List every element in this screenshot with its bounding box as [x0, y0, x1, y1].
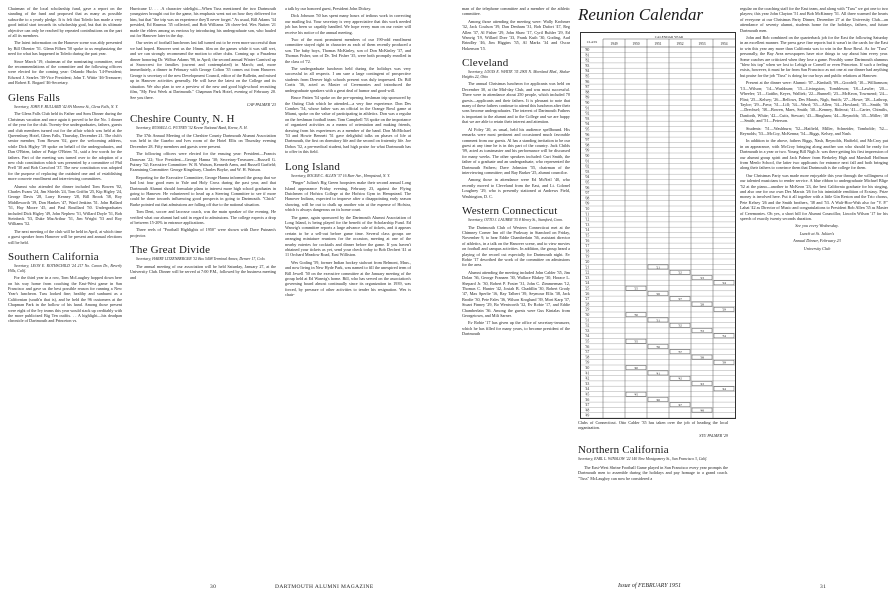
class-label: '29 [585, 307, 590, 312]
paragraph: Three reels of "Football Highlights of 1950" were shown with Dave Putnam's projector. [130, 227, 276, 238]
class-label: '88 [585, 90, 590, 95]
paragraph: Alumni attending the meeting included John Calder '35, Jim Dolan '36, George Franzen '30, Wallace Blakey '30, Horace L. Shepard Jr. '30, Robert P. Foster '31, John C. Zimmerman '12, Thomas C. Hunter '42, Josiah B. Chaddlin '30, Robert Grody '47, Max Sperlie '16, Ray Talbert '39, Seymour Ellis '38, Jack Brodie '30, Pete Fales '36, Wilson Kroglund '39, Mort Karp '37, Stuart Finney '29, Bo Wentworth '32, Ev Robie '17, and Eddie Chamberlain '36. Among the guests were Gus Kinialas from Georgetown, and Milt Sarner. [462, 269, 570, 319]
class-label: '90 [585, 101, 590, 105]
class-label: '28 [585, 302, 590, 307]
class-label: '47 [585, 403, 590, 408]
class-label: '95 [585, 127, 590, 132]
class-label: '26 [585, 291, 590, 296]
class-label: '20 [585, 260, 590, 264]
right-column-1 [462, 6, 570, 339]
club-secretary: Secretary, RUSSELL G. PUTNEY '32 Keene National Bank, Keene, N. H. [136, 126, 248, 131]
reunion-mark-label: '35 [633, 339, 639, 344]
year-header: 1952 [676, 42, 684, 46]
reunion-mark-label: '32 [677, 323, 683, 328]
paragraph: Among those in attendance were Ed McNeil '40, who recently moved to Cleveland from the East, and Lt. Colonel Loughrey '29, who is presently stationed at Andrews Field, Washington, D. C. [462, 177, 570, 199]
year-header: 1954 [720, 42, 728, 46]
class-label: '44 [585, 387, 590, 392]
reunion-mark-label: '46 [655, 397, 661, 402]
calendar-title: Reunion Calendar [578, 5, 704, 24]
paragraph: Hurricane U. . . .A character sidelight—When Tuss mentioned the two Dartmouth youngsters brought out for the game, his emphasis went not on how they delivered for him, but that "the trip was an experience they'll never forget." As usual, Bill Adams '34 presided, Ed Rasmus '35 collected, and Bob Williams '26 cheer-led. Wes Nutten '21 made the elders among us envious by introducing his undergraduate son, who hauled out for Hanover later in the day. [130, 6, 276, 39]
class-label: '22 [585, 270, 590, 275]
paragraph: Two of the most prominent members of our 190-odd enrollment committee stayed right in character as each of them recently produced a son. The baby boys, Thomas McKinley, son of Don McKinley '37, and Thomas Fisher, son of Dr. Ted Fisher '35, were both promptly enrolled in the class of '72. [285, 37, 411, 64]
paragraph: Dick Johnson '50 has spent many hours of tedious work in correcting our mailing list. Your secretary is very appreciative that this work needed job has been so capably handled. We hope every man on our roster will receive his notice of the annual meeting. [285, 13, 411, 35]
class-label: '17 [585, 244, 590, 249]
class-label: '21 [585, 265, 590, 270]
calendar-grid [581, 33, 735, 418]
reunion-mark-label: '23 [699, 275, 705, 280]
left-column-3 [285, 6, 411, 300]
club-secretary: Secretary, JOHN F. BULLARD '42 8A Monroe St., Glens Falls, N. Y. [14, 104, 119, 109]
club-heading: Cheshire County, N. H [130, 113, 235, 126]
reunion-mark-label: '22 [677, 270, 683, 275]
running-footer: DARTMOUTH ALUMNI MAGAZINE [275, 584, 374, 590]
paragraph: Chairman of the local scholarship fund, gave a report on the standing of the fund and proposed that as many as possible subscribe to a yearly pledge. It is felt that Toledo has made a very good initial start towards its scholarship goal, but that its ultimate objective can only be reached by repeated contributions on the part of all its members. [8, 6, 122, 39]
paragraph: The next meeting of the club will be held in April, at which time a guest speaker from Hanover will be present and annual elections will be held. [8, 228, 122, 245]
class-label: '99 [585, 148, 590, 153]
class-label: '39 [585, 360, 590, 365]
paragraph: man of the telephone committee and a member of the athletic committee. [462, 6, 570, 17]
paragraph: Ev Robie '17 has given up the office of secretary-treasurer, which he has filled for many years, to become president of the Dartmouth [462, 320, 570, 337]
paragraph: "Pinger" Julian's Big Green hoopsters make their second annual Long Island appearance Friday evening, February 23, against the Flying Dutchmen of Hofstra College at the Hofstra Gym in Hempstead. The Hanover Indians, expected to improve after a disappointing early season showing, will be out to chalk up another win at the expense of Hofstra, which is always dangerous on its home court. [285, 180, 411, 213]
club-secretary: Secretary, HARRY LITZENBERGER '32 Box 5408 Terminal Annex, Denver 17, Colo. [136, 257, 266, 262]
footer-note: Annual Dinner, February 23 [793, 238, 841, 244]
reunion-mark-label: '42 [677, 376, 683, 381]
paragraph: Al Foley '20, as usual, held his audience spellbound. His remarks were most pertinent and occasioned much favorable comment from our guests. Al has a standing invitation to be our guest at any time he is in this part of the country. Jack Childs '09, acted as toastmaster and his performance will be discussed for many weeks. The other speakers included: Curt Smith, the father of a graduate and an undergraduate, who represented the Dartmouth Fathers; Dave Johnston '55, chairman of the interviewing committee; and Ray Barker '25, alumni councilor. [462, 126, 570, 175]
paragraph: Present at the dinner were: Alumni: '07—Kimball; '09—Goodell; '10—Williamson; '13—Wilson; '14—Washburn; '15—Livingston, Tombleson; '18—Lawler; '20—Wheeler; '21—Gattlin, Keyes, Walliek; '22—Bunnell; '23—McKeon, Townsend; '24—Flint; '25—Kelsey; '26—Bellows, Des Marais, Nigh, Smith; '27—Howe; '28—Lathrop, Taylor; '29—Fava; '31—Lill; '34—Ward; '35—Allen; '34—Howland; '35—Smith; '36—Drechsel; '38—Bowen, Maes, Smith; '40—Kenney, Rideout; '41—Carter, Chimilis, Danforth, White; '42—Cutts, Stewart; '43—Bingham; '44—Reynolds; '45—Miller; '48—Smith; and '51—Peterson. [740, 80, 888, 124]
reunion-mark-label: '31 [655, 318, 661, 323]
class-label: '33 [585, 328, 590, 333]
year-header: 1951 [654, 42, 662, 46]
club-heading: Southern California [8, 251, 99, 264]
reunion-mark-label: '21 [655, 265, 661, 270]
left-column-1 [8, 6, 122, 326]
club-heading: Western Connecticut [462, 204, 558, 217]
class-label: '25 [585, 286, 590, 291]
paragraph: Our series of football luncheons last fall turned out to be even more successful than we had hoped. Hanover sent us the 16mm. film on the games while it was still wet, and we can strongly recommend the motion to other clubs. Coming up: a Pasadena dinner honoring Dr. Wilbur Adams '98, in April; the second annual Winter Carnival up at Snowcrest for families (current and contemplated) in March; and, more immediately, a dinner in February with George Colton '35 comes out from Hanover. George is secretary of the new Development Council, editor of the Bulletin, and mixed up in Hanover activities generally. He will have the latest on the College and its situation. We also plan to see a preview of the new and good high-school recruiting film, "My First Week at Dartmouth." Chapman Park Hotel, evening of February 20. See you there. [130, 40, 276, 100]
reunion-mark-label: '43 [699, 381, 705, 386]
paragraph: The Glens Falls Club held its Father and Sons Dinner during the Christmas vacation and once again it proved to be the No. 1 dinner of the year for the club. Twenty-five undergraduates, fathers, guests and club members turned out for the affair which was held at the Queensbury Hotel, Glens Falls, Thursday, December 21. The club's senior member, Tom Bowen '02, gave the welcoming address, while Dick Higley '39 spoke on behalf of the undergraduates, and Dan O'Brien, father of Paige O'Brien '51, said a few words for the fathers. Part of the meeting was turned over to the adoption of a new club constitution which was presented by a committee of Phil Prell '30 and Bob Crawford '37. The new constitution was adopted for the purpose of replacing the outdated one and of establishing more concrete enrollment and interviewing committees. [8, 111, 122, 182]
class-label: '30 [585, 313, 590, 317]
right-column-3 [740, 6, 888, 253]
footer-note: See you every Wednesday. [795, 223, 839, 229]
paragraph: The latest information on the Hanover scene was ably presented by Bill Obenier '51. Glenn Filben '50 spoke to us emphasizing the need for what has happened in Toledo during the past year. [8, 40, 122, 57]
paragraph: For the third year in a row, Tom McLaughry hopped down here on his way home from coaching the East-West game in San Francisco and gave us the best possible reason for running a New Year's luncheon. Tuss looked fine; healthy and sunburnt as a Californian (south'n that is), and he held the 96 customers at the Chapman Park in the hollow of his hand. Among those present were eight of the Ivy teams this year would stack up creditably with the more publicized Big Ten outfits. . . A highlight—his deadpan chronicle of Dartmouth and Princeton vs. [8, 275, 122, 324]
class-label: '10 [585, 207, 590, 211]
reunion-mark-label: '27 [677, 297, 683, 302]
page-number-left: 30 [210, 584, 217, 590]
club-heading: Northern California [578, 444, 669, 457]
class-label: '38 [585, 355, 590, 360]
left-column-2 [130, 6, 276, 282]
class-label: '09 [585, 201, 590, 206]
club-secretary: Secretary, OTTO J. LAUBER '35 8 Henry St., Stamford, Conn. [468, 217, 563, 222]
class-label: '96 [585, 132, 590, 137]
class-label: '03 [585, 169, 590, 174]
class-label: '84 [585, 69, 590, 74]
class-label: '86 [585, 79, 590, 84]
class-label: '31 [585, 318, 590, 323]
paragraph: Students: '51—Washburn; '52—Hatfield, Miller, Schneider, Tombolde; '52—Reynolds; '53—McCoy, McKenna; '54—Biggs, Kelsey, and Nash. [740, 125, 888, 136]
class-label: '81 [585, 53, 590, 58]
class-label: '80 [585, 48, 590, 52]
class-label: '27 [585, 297, 590, 302]
class-label: '37 [585, 350, 590, 355]
class-label: '94 [585, 122, 590, 127]
reunion-mark-label: '39 [721, 360, 727, 365]
reunion-mark-label: '24 [721, 281, 727, 286]
paragraph: In addition to the above, fathers Biggs, Nash, Reynolds, Hatfield, and McCroy put in an appearance, with McCroy bringing along another son who should be ready for Dartmouth in a year or two. Young Bill Nigh Jr. was there getting his first impression of our alumni group spirit and Jack Palmer from Berkeley High and Marshall Hoffman from Menlo School, the latter two applicants for entrance next fall and both bringing along their fathers to convince them that Dartmouth is the college for them. [740, 138, 888, 171]
reunion-mark-label: '34 [721, 334, 727, 339]
class-label: '93 [585, 116, 590, 121]
reunion-mark-label: '29 [721, 307, 727, 312]
class-label: '15 [585, 233, 590, 238]
year-header: 1953 [698, 42, 706, 46]
class-label: '48 [585, 408, 590, 413]
class-label: '05 [585, 180, 590, 185]
paragraph: The undergraduate luncheon held during the holidays was very successful in all respects. I am sure a large contingent of prospective students from Denver high schools present was duly impressed. Dr. Bill Cortis '36, acted as Master of Ceremonies and introduced the undergraduate speakers with a great deal of humor and good-will. [285, 66, 411, 93]
club-secretary: Secretary, LEON E. ROTHSCHILD '24 217 No. Canon Dr., Beverly Hills, Calif. [8, 264, 122, 273]
reunion-mark-label: '48 [699, 408, 705, 413]
class-label: '43 [585, 381, 590, 386]
year-header: 1949 [610, 42, 618, 46]
reunion-mark-label: '30 [633, 313, 639, 317]
class-label: '32 [585, 323, 590, 328]
paragraph: Since March '19, chairman of the nominating committee, read the recommendations of the committee and the following officers were elected for the coming year: Orlando Hucks '14-President; Edward J. Searles '39-Vice President; John T. Wittie '46-Treasurer; and Robert E. Bogard '46-Secretary. [8, 58, 122, 86]
paragraph: The annual meeting of our association will be held Saturday, January 27, at the University Club. Dinner will be served at 7:00 P.M., followed by the business meeting and [130, 263, 276, 280]
page-number-right: 31 [820, 584, 827, 590]
paragraph: John and Bob combined on the quarterback job for the East the following Saturday in an excellent manner. The press gave fine reports but it wasn't in the cards for the East to win this year any more than California was to win in the Rose Bowl. As for "Tuss" personally, the Bay Area newspapers have nice things to say about him every year. Some coaches are criticized when they lose a game. Possibly some Dartmouth alumnus "blew his top" when we lost to Lehigh or Cornell or even Princeton. If such a feeling exists, however, it must be far from San Francisco as not one at our dinner had anything but praise for the job "Tuss" is doing for our boys and public relations at Hanover. [740, 35, 888, 78]
class-label: '82 [585, 58, 590, 63]
club-heading: The Great Divide [130, 244, 211, 257]
class-label: '19 [585, 254, 590, 259]
reunion-mark-label: '38 [699, 355, 705, 360]
reunion-mark-label: '41 [655, 371, 661, 376]
reunion-mark-label: '33 [699, 328, 705, 333]
class-label: '18 [585, 249, 590, 254]
club-secretary: Secretary, EARL L. WINSLOW '22 140 New Montgomery St., San Francisco 3, Calif. [578, 457, 708, 462]
reunion-mark-label: '37 [677, 350, 683, 355]
year-header: 1950 [632, 42, 640, 46]
class-label: '14 [585, 228, 590, 233]
class-label: '11 [585, 212, 590, 217]
reunion-mark-label: '26 [655, 291, 661, 296]
class-label: '02 [585, 164, 590, 169]
class-label: '08 [585, 196, 590, 201]
paragraph: Alumni who attended the dinner included Tom Bowen '02, Charles Evans '24, Jim Shields '24, Tom Griffin '25, Kip Higley '24, George Davis '28, Larry Kenney '28, Bill Brook '38, Roy Middleworth '39, Don Hankes '47, Ward Jenkins '51. John Ballard '51, Hay Moore '45, and Paul Rouillard '50. Undergraduates included Dick Higley '49, John Nephew '51, Willard Doyle '51, Bob Steinbeck '53, Duke MacArthur '51, Jim Wright '53 and Roy Williams '52. [8, 183, 123, 227]
club-heading: Glens Falls [8, 91, 61, 104]
reunion-mark-label: '45 [633, 392, 639, 397]
signature: STU PALMER '29 [699, 432, 728, 438]
class-label: '23 [585, 275, 590, 280]
class-label: '98 [585, 143, 590, 148]
reunion-mark-label: '47 [677, 403, 683, 408]
paragraph: Wes Goding '59, former Indian hockey stalwart from Belmont, Mass., and now living in New Hyde Park, was named to fill the unexpired term of Bill Jewell '50 on the executive committee at the January meeting of the group held at Ed Wanvig's home. Bill, who has served on the association's governing board almost continually since its organization in 1939, was forced, by pressure of other activities to tender his resignation. Wes is chair- [285, 259, 411, 298]
club-heading: Cleveland [462, 57, 509, 70]
calendar-caption [578, 420, 728, 481]
calendar-year-header: CALENDAR YEAR [654, 34, 684, 39]
reunion-mark-label: '25 [633, 286, 639, 291]
paragraph: The annual Christmas luncheon for applicants was held on December 30, at the Mid-day Club, and was most successful. There were in attendance about 250 people, which included 70 guests—applicants and their fathers. It is pleasant to note that many of these fathers continue to attend this luncheon after their sons become undergraduates. The interest of Dartmouth Fathers is important to the alumni and to the College and we are happy that we are able to retain their interest and attention. [462, 81, 570, 125]
club-heading: Long Island [285, 160, 341, 173]
class-label: '13 [585, 222, 590, 227]
reunion-mark-label: '44 [721, 387, 727, 392]
class-label: '06 [585, 185, 590, 190]
class-label: '97 [585, 138, 590, 143]
class-label: '91 [585, 106, 590, 111]
class-label: '35 [585, 339, 590, 344]
class-label: '83 [585, 63, 590, 68]
class-label: '42 [585, 376, 590, 381]
class-label: '12 [585, 217, 590, 222]
paragraph: The Dartmouth Club of Western Connecticut met at the Chimney Corner Inn off the Parkway in Stamford on Friday, November 9, to hear Eddie Chamberlain '36, assistant director of athletics, in a talk on the Hanover scene, and to view movies on football and campus activities. In addition, the group heard a playing of the record cut especially for Dartmouth night. Ev Robie '17 described the work of the committee on admissions for the area. [462, 224, 570, 268]
class-label: '49 [585, 413, 590, 418]
class-label: '01 [585, 159, 590, 164]
paragraph: Among those attending the meeting were: Wally Krohmer '32, Jack Coulson '39, Dan Denham '31, Bob Dufort '47, Reg Allen '37, Al Fisher '29, John Shaw '17, Cyril Buhler '29, Ed Wanvig '19, Willard Dorr '33, Frank Kuth '30, Goding, Aud Brindley '46, Jim Higgins '35, Al Marks '34 and Oscar Hokenson '15. [462, 18, 570, 51]
paragraph: Clubs of Connecticut. Otto Calder '35 has taken over the job of heading the local organization. [578, 420, 728, 431]
class-label: '34 [585, 334, 590, 339]
paragraph: The following officers were elected for the ensuing year: President—Francis Donovan '22; Vice President—George Hanna '30; Secretary-Treasurer—Russell G. Putney '32; Executive Committee: W. B. Watson, Kenneth Arms, and Russell Garfield; Examining Committee: George Kingsbury, Charles Boyke, and W. H. Watson. [130, 151, 276, 173]
class-label: '85 [585, 74, 590, 79]
paragraph: The East-West Shrine Football Game played in San Francisco every year prompts the Dartmouth men to assemble during the holidays and pay homage to a grand coach. "Tuss" McLaughry can now be considered a [578, 464, 728, 481]
class-label: '41 [585, 371, 590, 376]
paragraph: The game, again sponsored by the Dartmouth Alumni Association of Long Island, is being played for the benefit of the Scholarship Fund. Ed Wanvig's committee reports a large advance sale of tickets, and it appears certain to be a sell-out before game time. Several class groups are arranging miniature reunions for the occasion, meeting at one of the nearby eateries for cocktails and dinner before the game. If you haven't obtained your tickets as yet, send your check today to Bob Dechert '41 at 11 Orchard Meadow Road, East Williston. [285, 214, 411, 258]
reunion-mark-label: '28 [699, 302, 705, 307]
issue-line: Issue of FEBRUARY 1951 [618, 583, 682, 589]
class-label: '04 [585, 175, 590, 180]
footer-note: Lunch at St. Julian's [799, 230, 835, 236]
class-label: '07 [585, 191, 590, 196]
paragraph: a talk by our honored guest, President John Dickey. [285, 6, 372, 11]
class-label: '46 [585, 397, 590, 402]
class-label: '92 [585, 111, 590, 116]
class-column-header: CLASS [586, 40, 598, 44]
paragraph: Our Christmas Party was made more enjoyable this year through the willingness of our talented musicians to render service. A blue ribbon to undergraduate Michael Blige '52 at the piano—another to McKeon '23, the best California graduate for his singing, and also one for our own Des Marais '26 for his inimitable rendition of Ecstasy. Prize money is involved here. Put it all together with a little Gin Reston and the Trio chorus, Pete Kelsey '26 and the Smith brothers, '38 and '53. A Walt-Hoo-Wah also for "V. P." Lahat '42 as Director of Music and congratulations to President Bob Allen '35 as Master of Ceremonies. Oh yes, a short bill for Alumni Councillor, Lincoln Wilson '17 for his speech of exactly twenty seconds duration. [740, 172, 888, 222]
class-label: '40 [585, 366, 590, 370]
reunion-mark-label: '36 [655, 344, 661, 349]
class-label: '00 [585, 154, 590, 158]
class-label: '16 [585, 238, 590, 243]
paragraph: Reporting for the Executive Committee, George Hanna informed the group that we had lost four good men to Yale and Holy Cross during the past year, and that Dartmouth Alumni should formulate plans to interest more high school graduates in going to Hanover. He volunteered to head up a Steering Committee to see if more could be done towards influencing good prospects in going to Dartmouth. "Chick" Burke pointed out that admissions are falling off due to the national situation. [130, 174, 276, 207]
class-label: '45 [585, 392, 590, 397]
paragraph: Bruce Patten '54 spoke on the pre-opening freshman trip sponsored by the Outing Club which he attended—a very fine experience. Don Des Combes '54, whose father was an official in the Orange Bowl game at Miami, spoke on the value of participating in athletics. Don was a regular on the freshman football team. Tom Campbell '53 spoke on the importance of organized activities as a means of orientation and making friends, drawing from his experiences as a member of the band. Don McMichael '53 and Howie Bennett '51 gave delightful talks on phases of life at Dartmouth, the first on dormitory life and the second on fraternity life. Joe Dobos '52, a pre-medical student, had high praise for what Dartmouth has to offer in this field. [285, 95, 411, 155]
class-label: '24 [585, 281, 590, 286]
signature: CAP PALMER '23 [246, 101, 276, 107]
reunion-calendar-table [580, 32, 736, 419]
class-label: '89 [585, 95, 590, 100]
class-label: '36 [585, 344, 590, 349]
club-secretary: Secretary, LOUIS E. WHITE '35 2905 N. Moreland Blvd., Shaker Heights 22, Ohio [462, 70, 570, 79]
club-secretary: Secretary, ROGER C. ALLEN '37 16 Burr Ave., Hempstead, N. Y. [291, 173, 391, 178]
reunion-mark-label: '40 [633, 366, 639, 370]
paragraph: The 37th Annual Meeting of the Cheshire County Dartmouth Alumni Association was held in the Gazebo and Ives room of the Hotel Ellis on Thursday evening December 28. Fifty members and guests were present. [130, 132, 276, 149]
footer-note: University Club [803, 245, 831, 251]
paragraph: regular on the coaching staff for the East team, and along with "Tuss" we got one to two players; this year John Clayton '51 and Bob McKinney '51. All three warmed the hearts of everyone at our Christmas Party Dinner, December 27 at the University Club—an attendance of seventy alumni, students home for the holidays, fathers, and future Dartmouth men. [740, 6, 888, 33]
class-label: '87 [585, 85, 590, 90]
paragraph: Tom Dent, soccer and lacrosse coach, was the main speaker of the evening. He verified what our alumni had said in regard to admissions. The college expects a drop of between 15-20% in entrance applications. [130, 209, 276, 225]
